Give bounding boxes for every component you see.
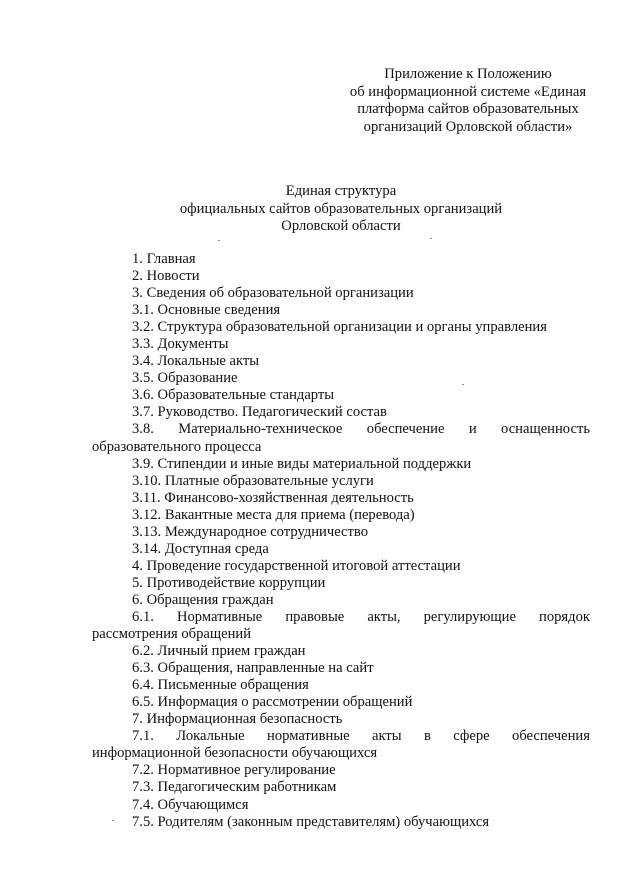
list-item: 3.9. Стипендии и иные виды материальной поддержки <box>132 455 472 472</box>
list-item-word: сфере <box>453 728 490 745</box>
list-item-word: обеспечение <box>366 421 445 438</box>
scan-speck <box>218 240 220 241</box>
list-item-first-line <box>92 421 590 438</box>
list-item-first-line <box>92 609 590 626</box>
list-item-word: обеспечения <box>512 728 590 745</box>
list-item-continuation: информационной безопасности обучающихся <box>92 745 378 762</box>
list-item: 6.2. Личный прием граждан <box>132 643 306 660</box>
list-item: 4. Проведение государственной итоговой аттестации <box>132 557 461 574</box>
list-item: 5. Противодействие коррупции <box>132 574 326 591</box>
appendix-note <box>318 66 618 136</box>
list-item: 7.5. Родителям (законным представителям) обучающихся <box>132 813 490 830</box>
list-item: 7.3. Педагогическим работникам <box>132 779 337 796</box>
list-item-word: и <box>468 421 477 438</box>
list-item-word: 6.1. <box>132 608 154 625</box>
list-item-word: нормативные <box>267 728 350 745</box>
list-item-word: Нормативные <box>176 608 263 625</box>
list-item: 3.14. Доступная среда <box>132 540 269 557</box>
title-line: Единая структура <box>285 183 397 199</box>
list-item: 3.1. Основные сведения <box>132 302 281 319</box>
list-item: 7. Информационная безопасность <box>132 711 343 728</box>
scan-speck <box>430 238 432 239</box>
list-item: 3.3. Документы <box>132 336 229 353</box>
list-item-word: в <box>423 728 431 745</box>
list-item: 1. Главная <box>132 251 196 267</box>
appendix-line: организаций Орловской области» <box>363 118 573 135</box>
list-item: 3. Сведения об образовательной организации <box>132 285 414 302</box>
scan-speck <box>112 820 114 821</box>
list-item: 3.13. Международное сотрудничество <box>132 523 368 540</box>
list-item <box>92 609 590 643</box>
list-item-word: Локальные <box>176 728 245 745</box>
document-title <box>90 183 592 236</box>
list-item: 3.12. Вакантные места для приема (перевода) <box>132 506 415 523</box>
list-item-word: акты <box>372 728 402 745</box>
appendix-line: Приложение к Положению <box>384 66 552 82</box>
list-item-word: акты, <box>367 608 401 625</box>
list-item: 3.7. Руководство. Педагогический состав <box>132 404 387 421</box>
list-item: 3.2. Структура образовательной организации и органы управления <box>132 319 547 336</box>
list-item-word: регулирующие <box>423 608 516 625</box>
list-item: 3.6. Образовательные стандарты <box>132 387 335 404</box>
list-item: 3.4. Локальные акты <box>132 353 260 370</box>
list-item-continuation: образовательного процесса <box>92 438 262 455</box>
scan-speck <box>462 384 464 385</box>
appendix-line: платформа сайтов образовательных <box>357 101 579 117</box>
list-item-word: порядок <box>539 608 590 625</box>
list-item: 6. Обращения граждан <box>132 591 274 608</box>
list-item: 6.3. Обращения, направленные на сайт <box>132 660 374 677</box>
list-item-first-line <box>92 728 590 745</box>
list-item: 7.4. Обучающимся <box>132 796 249 813</box>
list-item-word: 3.8. <box>132 421 154 438</box>
list-item: 3.11. Финансово-хозяйственная деятельность <box>132 489 414 506</box>
list-item-word: Материально-техническое <box>178 421 343 438</box>
structure-list <box>92 251 590 831</box>
list-item-word: оснащенность <box>501 421 590 438</box>
list-item-word: правовые <box>285 608 345 625</box>
list-item: 3.5. Образование <box>132 370 238 387</box>
list-item <box>92 728 590 762</box>
title-line: официальных сайтов образовательных организаций <box>179 200 503 217</box>
list-item: 2. Новости <box>132 268 200 285</box>
list-item: 6.5. Информация о рассмотрении обращений <box>132 694 413 711</box>
list-item-word: 7.1. <box>132 728 154 745</box>
list-item: 6.4. Письменные обращения <box>132 677 309 694</box>
list-item <box>92 421 590 455</box>
list-item: 3.10. Платные образовательные услуги <box>132 472 374 489</box>
list-item-continuation: рассмотрения обращений <box>92 626 252 643</box>
list-item: 7.2. Нормативное регулирование <box>132 762 336 779</box>
title-line: Орловской области <box>281 218 401 234</box>
appendix-line: об информационной системе «Единая <box>349 83 587 100</box>
